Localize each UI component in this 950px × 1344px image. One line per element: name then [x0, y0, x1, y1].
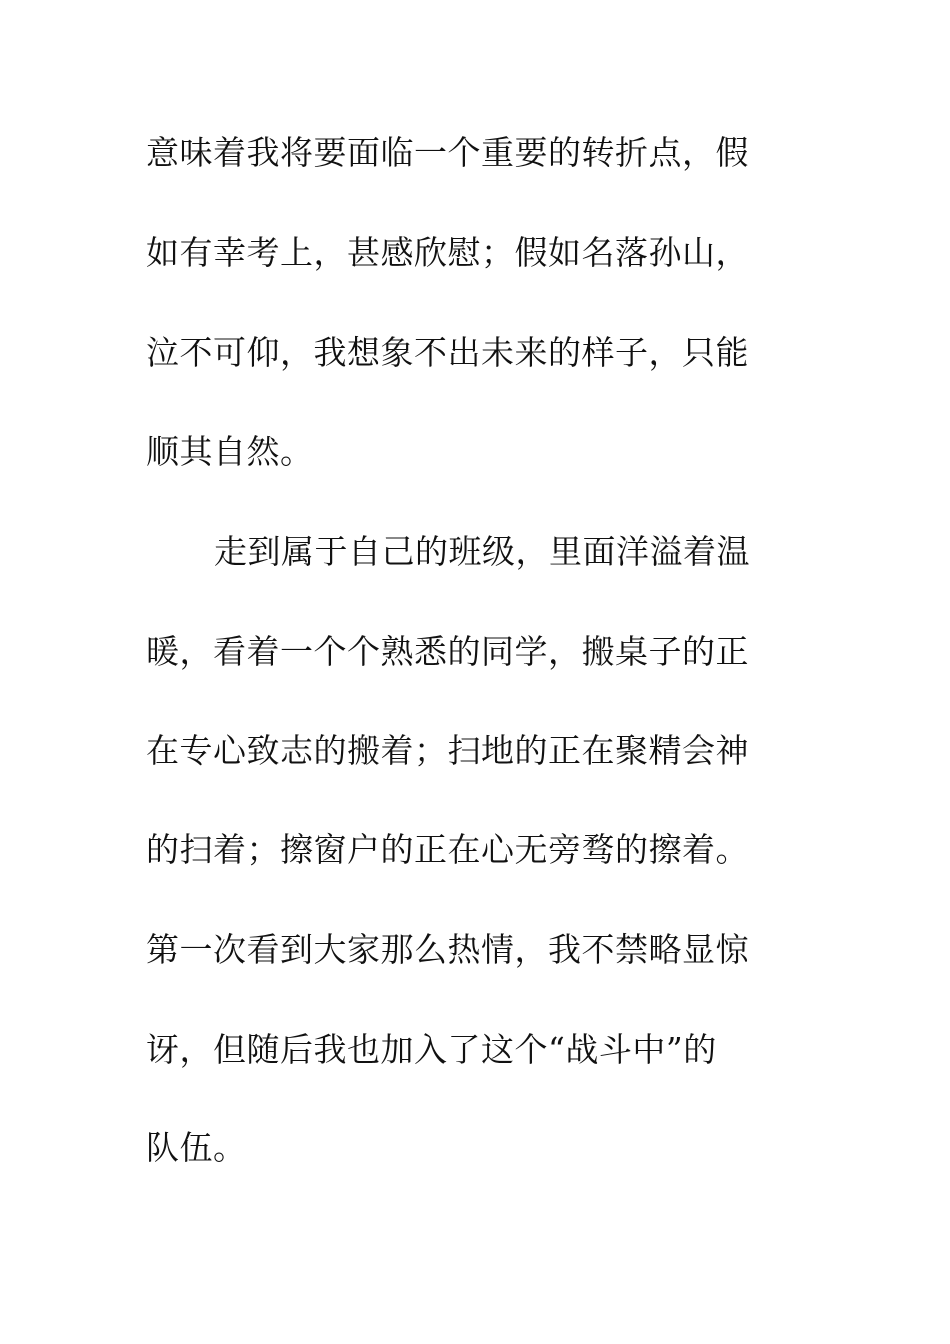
text-line: 队伍。: [146, 1128, 247, 1167]
text-line: 走到属于自己的班级，里面洋溢着温: [214, 532, 750, 571]
text-line: 在专心致志的搬着；扫地的正在聚精会神: [146, 731, 749, 770]
text-line: 暖，看着一个个熟悉的同学，搬桌子的正: [146, 632, 749, 671]
text-line: 泣不可仰，我想象不出未来的样子，只能: [146, 333, 749, 372]
text-line: 第一次看到大家那么热情，我不禁略显惊: [146, 930, 749, 969]
text-line: 如有幸考上，甚感欣慰；假如名落孙山，: [146, 233, 749, 272]
text-line: 意味着我将要面临一个重要的转折点，假: [146, 133, 749, 172]
text-line: 的扫着；擦窗户的正在心无旁骛的擦着。: [146, 830, 749, 869]
text-line: 顺其自然。: [146, 432, 314, 471]
text-line: 讶，但随后我也加入了这个“战斗中”的: [146, 1030, 717, 1069]
